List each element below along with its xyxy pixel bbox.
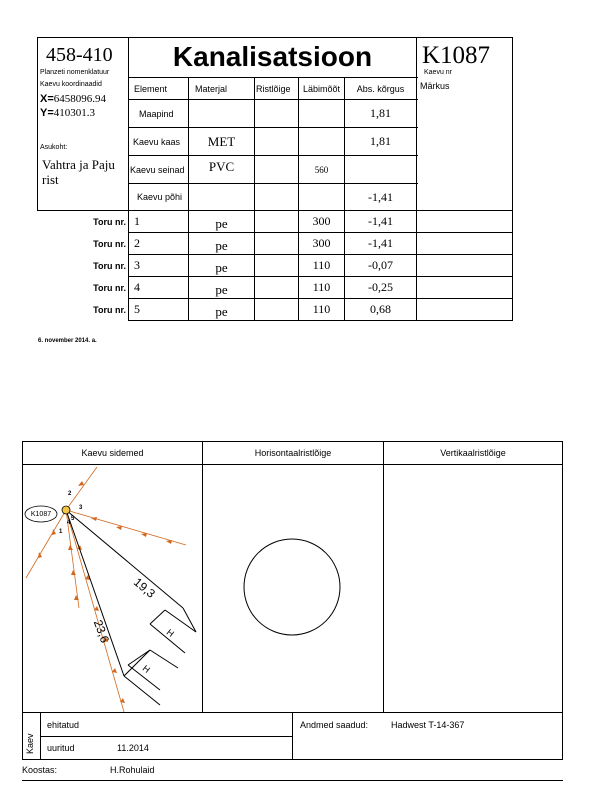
pipe-material: pe xyxy=(215,281,228,297)
author-label: Koostas: xyxy=(22,765,58,775)
house-label: H xyxy=(140,663,152,675)
well-marker xyxy=(62,506,70,514)
col-notes: Märkus xyxy=(420,81,450,91)
panel-title-vertical: Vertikaalristlõige xyxy=(440,448,506,458)
col-element: Element xyxy=(134,83,168,94)
pipe-label: Toru nr. xyxy=(93,260,126,271)
arrow-icon xyxy=(71,570,76,575)
row-height: 1,81 xyxy=(370,106,391,120)
row-height: 1,81 xyxy=(370,134,391,148)
house-outline xyxy=(150,650,178,668)
y-value: 410301.3 xyxy=(53,107,96,119)
pipe-material: pe xyxy=(215,215,228,231)
pipe-mark: 5 xyxy=(71,516,75,522)
pipe-diameter: 110 xyxy=(312,302,331,316)
boundary-line xyxy=(183,608,196,632)
pipe-line xyxy=(66,510,124,712)
pipe-mark: 2 xyxy=(68,491,72,497)
pipe-label: Toru nr. xyxy=(93,238,126,249)
pipe-diameter: 300 xyxy=(312,236,331,250)
pipe-diameter: 110 xyxy=(312,280,331,294)
row-element: Kaevu kaas xyxy=(133,136,181,147)
row-material: PVC xyxy=(208,159,235,174)
sheet-caption: Planzeti nomenklatuur xyxy=(40,69,110,76)
panel-title-horizontal: Horisontaalristlõige xyxy=(254,448,332,458)
x-value: 6458096.94 xyxy=(53,93,107,105)
house-outline xyxy=(150,624,185,653)
well-id: K1087 xyxy=(422,42,491,69)
house-outline xyxy=(124,676,160,705)
page-title: Kanalisatsioon xyxy=(172,41,373,72)
document-date: 6. november 2014. a. xyxy=(38,338,97,344)
pipe-lines xyxy=(26,467,186,712)
arrow-icon xyxy=(166,540,172,544)
pipe-diameter: 300 xyxy=(312,214,331,228)
pipe-mark: 1 xyxy=(59,529,63,535)
col-abs-height: Abs. kõrgus xyxy=(356,83,405,94)
footer-built-label: ehitatud xyxy=(47,719,80,730)
panel-title-links: Kaevu sidemed xyxy=(81,448,144,458)
footer-surveyed-value: 11.2014 xyxy=(117,743,149,753)
col-material: Materjal xyxy=(195,83,228,94)
row-material: MET xyxy=(207,133,236,149)
horizontal-section-circle xyxy=(244,539,340,635)
pipe-height: 0,68 xyxy=(370,302,391,316)
row-height: -1,41 xyxy=(368,189,393,204)
pipe-number: 5 xyxy=(134,302,140,316)
well-caption: Kaevu nr xyxy=(424,69,453,76)
pipe-mark: 4 xyxy=(67,520,71,526)
pipe-line xyxy=(66,510,186,545)
row-element: Maapind xyxy=(139,108,174,119)
pipe-label: Toru nr. xyxy=(93,304,126,315)
col-cross-section: Ristlõige xyxy=(256,83,291,94)
footer-surveyed-label: uuritud xyxy=(47,743,75,753)
row-element: Kaevu põhi xyxy=(137,192,183,202)
x-prefix: X= xyxy=(40,93,54,105)
location-line-1: Vahtra ja Paju xyxy=(42,157,115,172)
arrow-icon xyxy=(141,533,147,537)
footer-side-label: Kaev xyxy=(25,733,35,754)
pipe-number: 3 xyxy=(134,258,140,272)
coords-label: Kaevu koordinaadid xyxy=(40,81,102,88)
location-line-2: rist xyxy=(42,172,59,187)
pipe-material: pe xyxy=(215,259,228,275)
footer-data-label: Andmed saadud: xyxy=(300,719,369,730)
pipe-label: Toru nr. xyxy=(93,216,126,227)
plot-boundaries xyxy=(66,510,196,705)
house-label: H xyxy=(164,627,176,639)
arrow-icon xyxy=(116,526,122,530)
house-outline xyxy=(150,610,165,624)
pipe-diameter: 110 xyxy=(312,258,331,272)
author-name: H.Rohulaid xyxy=(110,765,155,775)
row-diameter: 560 xyxy=(314,164,329,175)
pipe-mark: 3 xyxy=(79,505,83,511)
sheet-number: 458-410 xyxy=(46,44,113,66)
pipe-material: pe xyxy=(215,303,228,319)
pipe-label: Toru nr. xyxy=(93,282,126,293)
pipe-height: -0,07 xyxy=(368,258,393,272)
arrow-icon xyxy=(78,481,84,486)
col-diameter: Läbimõõt xyxy=(302,83,341,94)
location-label: Asukoht: xyxy=(40,144,68,151)
pipe-line xyxy=(66,467,97,510)
pipe-height: -0,25 xyxy=(368,280,393,294)
dimension-label: 19,3 xyxy=(131,575,158,601)
pipe-number: 1 xyxy=(134,214,140,228)
footer-data-value: Hadwest T-14-367 xyxy=(391,719,465,730)
pipe-number: 2 xyxy=(134,236,140,250)
arrow-icon xyxy=(38,552,42,558)
well-tag: K1087 xyxy=(30,510,52,518)
dimension-label: 23,6 xyxy=(90,618,112,645)
pipe-height: -1,41 xyxy=(368,236,393,250)
y-prefix: Y= xyxy=(40,107,54,119)
row-element: Kaevu seinad xyxy=(130,164,185,175)
pipe-material: pe xyxy=(215,237,228,253)
pipe-number: 4 xyxy=(134,280,140,294)
arrow-icon xyxy=(74,595,79,600)
pipe-height: -1,41 xyxy=(368,214,393,228)
